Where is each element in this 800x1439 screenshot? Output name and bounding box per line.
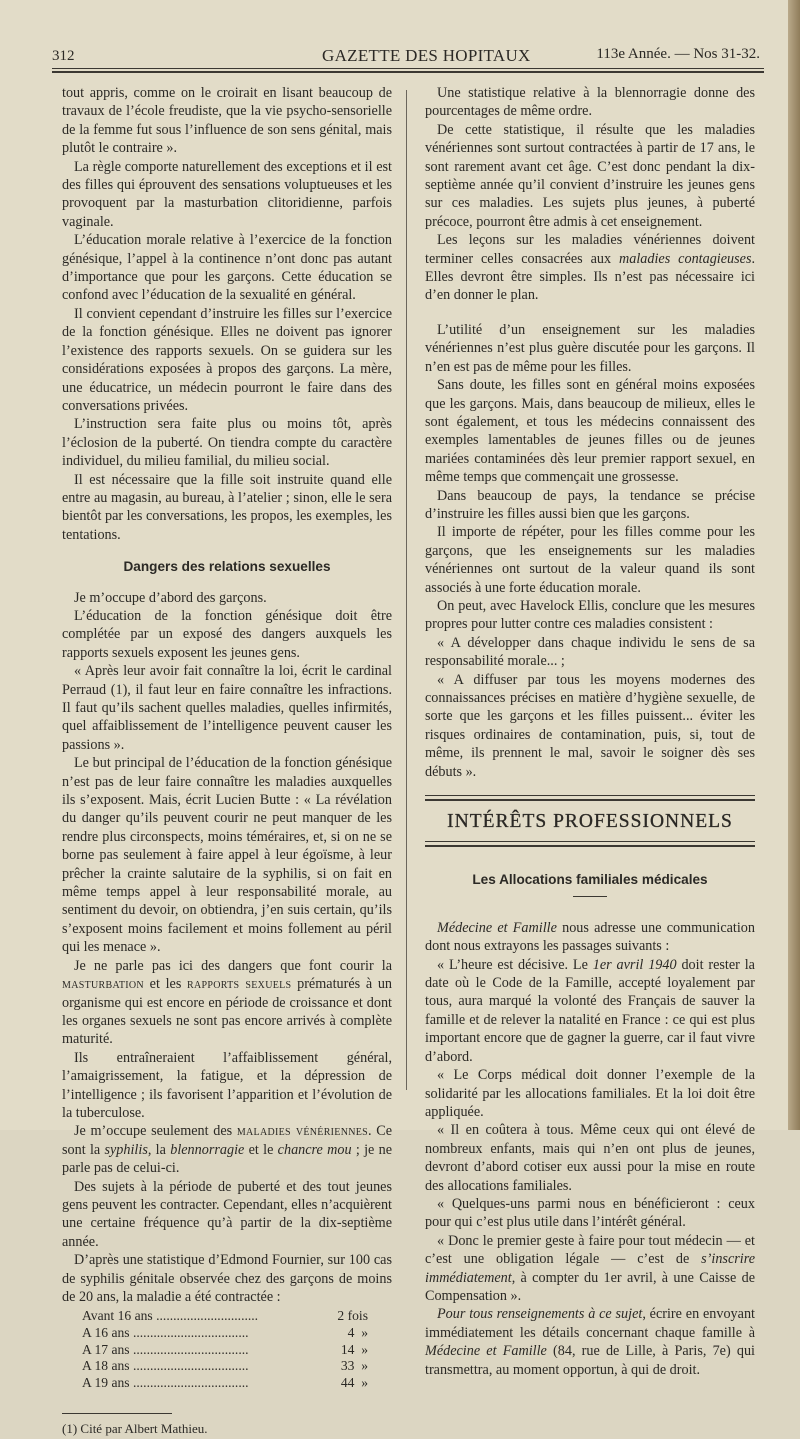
paragraph	[62, 1122, 392, 1177]
stat-value: 2 fois	[337, 1308, 368, 1324]
italic-term: syphilis	[104, 1141, 148, 1158]
header-rule	[52, 68, 764, 69]
paragraph: La règle comporte naturellement des exceptions et il est des filles qui éprouvent des sensations voluptueuses et les provoquent par la masturbation clitoridienne, parfois vaginale.	[62, 158, 392, 230]
section-header	[425, 795, 755, 847]
text-run: Je m’occupe seulement des	[74, 1123, 237, 1140]
paragraph	[425, 1305, 755, 1379]
paragraph: Des sujets à la période de puberté et des tout jeunes gens peuvent les contracter. Cependant, elles n’acquièrent une certaine fréquence qu’à partir de la dix-septième année.	[62, 1178, 392, 1250]
italic-term: Pour tous renseignements à ce sujet	[437, 1306, 643, 1323]
stat-value: 14 »	[340, 1341, 368, 1357]
section-rule	[425, 845, 755, 847]
header-rule-thick	[52, 71, 764, 73]
italic-term: Médecine et Famille	[437, 919, 557, 936]
right-column	[425, 84, 755, 1379]
text-run: doit rester la date où le Code de la Famille, accepté loyalement par tous, aura marqué la volonté des Français de sauver la famille et de relever la natalité en France : ce qui est plus important encore que de gagner la guerre, car il faut vivre d’abord.	[425, 956, 755, 1065]
stat-row	[82, 1375, 368, 1392]
stat-row	[82, 1342, 368, 1359]
paragraph: L’éducation morale relative à l’exercice de la fonction génésique, l’appel à la continence n’ont donc pas autant d’importance que pour les garçons. Cette éducation se confond avec l’éducation de la sexualité en général.	[62, 232, 392, 304]
paragraph: Ils entraîneraient l’affaiblissement général, l’amaigrissement, la fatigue, et la dépression de l’intelligence ; ils favorisent l’apparition et l’évolution de la tuberculose.	[62, 1049, 392, 1121]
page-number: 312	[52, 48, 75, 64]
stat-value: 33 »	[340, 1358, 368, 1374]
paragraph: « A développer dans chaque individu le sens de sa responsabilité morale... ;	[425, 634, 755, 670]
journal-title: GAZETTE DES HOPITAUX	[322, 46, 531, 65]
text-run: , à compter du 1er avril, à une Caisse de Compensation ».	[425, 1269, 755, 1304]
italic-term: 1er avril 1940	[592, 956, 677, 973]
italic-term: Médecine et Famille	[425, 1343, 547, 1360]
stat-value: 4 »	[347, 1325, 368, 1340]
stat-label: A 17 ans ..................................	[82, 1341, 249, 1357]
footnote: (1) Cité par Albert Mathieu.	[62, 1421, 208, 1437]
text-run: . Elles devront être simples. Ils n’est pas nécessaire ici d’en donner le plan.	[425, 250, 756, 304]
paragraph: Le but principal de l’éducation de la fonction génésique n’est pas de leur faire connaître les maladies auxquelles ils s’exposent. Mais, écrit Lucien Butte : « La révélation du danger qu’ils peuvent courir ne peut manquer de les rendre plus circonspects, moins téméraires, et, si on ne se borne pas seulement à faire appel à leur égoïsme, à leur prêcher la crainte salutaire de la syphilis, si on fait en même temps appel à leur responsabilité morale, au sentiment du devoir, on obtiendra, j’en suis certain, qu’ils s’exposent moins facilement et moins follement au péril qui les menace ».	[62, 755, 392, 956]
text-run: nous adresse une communication dont nous extrayons les passages suivants :	[425, 919, 755, 955]
paragraph: D’après une statistique d’Edmond Fournier, sur 100 cas de syphilis génitale observée chez des garçons de moins de 20 ans, la maladie a été contractée :	[62, 1252, 392, 1305]
paragraph: tout appris, comme on le croirait en lisant beaucoup de travaux de l’école freudiste, que la vie psycho-sensorielle de la femme fut sous l’influence de son sens génital, mais plutôt le contraire ».	[62, 85, 392, 157]
text-run: « Donc le premier geste à faire pour tout médecin — et c’est une obligation légale — c’est de	[425, 1232, 755, 1268]
paragraph: « Après leur avoir fait connaître la loi, écrit le cardinal Perraud (1), il faut leur en faire connaître les infractions. Il faut qu’ils sachent quelles maladies, quelles infirmités, quel affaiblissement de l’intelligence peuvent causer les passions ».	[62, 663, 392, 753]
paragraph: L’instruction sera faite plus ou moins tôt, après l’éclosion de la puberté. On tiendra compte du caractère individuel, du milieu familial, du milieu social.	[62, 416, 392, 470]
text-run: . Ce sont la	[62, 1123, 393, 1158]
text-run: et le	[244, 1141, 278, 1158]
stat-row	[82, 1308, 368, 1325]
issue-info: 113e Année. — Nos 31-32.	[596, 46, 760, 62]
italic-term: s’inscrire immédiatement	[425, 1251, 755, 1286]
paragraph: Il est nécessaire que la fille soit instruite quand elle entre au magasin, au bureau, à l’atelier ; sinon, elle le sera bientôt par les conversations, les propos, les exemples, les tentations.	[62, 471, 392, 543]
italic-term: blennorragie	[170, 1141, 245, 1158]
page-edge	[788, 0, 800, 1130]
column-separator	[406, 90, 407, 1090]
text-run: Je ne parle pas ici des dangers que font courir la	[74, 957, 392, 974]
stat-label: A 18 ans ..................................	[82, 1358, 249, 1374]
small-caps-term: maladies vénériennes	[236, 1123, 369, 1140]
paragraph	[425, 1232, 755, 1306]
paragraph: « A diffuser par tous les moyens modernes des connaissances précises en matière d’hygiène sexuelle, de sorte que les garçons et les filles puissent... éviter les risques ordinaires de contamination, puis, si, tout de même, ils prennent le mal, savoir le soigner dès ses débuts ».	[425, 671, 755, 780]
paragraph: « Il en coûtera à tous. Même ceux qui ont élevé de nombreux enfants, mais qui n’en ont plus de jeunes, devront d’abord cotiser eux aussi pour la mise en route des allocations familiales.	[425, 1122, 755, 1194]
small-caps-term: rapports sexuels	[187, 976, 292, 993]
paragraph	[425, 956, 755, 1066]
small-caps-term: masturbation	[62, 976, 144, 993]
italic-term: chancre mou	[277, 1141, 352, 1158]
paragraph: Il importe de répéter, pour les filles comme pour les garçons, que les enseignements sur les maladies vénériennes ont surtout de la valeur quand ils sont associés à une forte éducation morale.	[425, 524, 755, 596]
section-rule	[425, 799, 755, 801]
text-run: , écrire en envoyant immédiatement les détails concernant chaque famille à	[425, 1306, 755, 1341]
text-run: Les leçons sur les maladies vénériennes doivent terminer celles consacrées aux	[425, 232, 755, 267]
left-column	[62, 84, 392, 1439]
stat-row	[82, 1325, 368, 1342]
paragraph: Sans doute, les filles sont en général moins exposées que les garçons. Mais, dans beaucoup de milieux, elles le sont également, et tous les médecins connaissent des exemples lamentables de jeunes filles ou de jeunes mariées contaminées dès leur premier rapport sexuel, en même temps que commençait une grossesse.	[425, 377, 755, 486]
footnote-rule	[62, 1413, 172, 1414]
paragraph: Dans beaucoup de pays, la tendance se précise d’instruire les filles aussi bien que les garçons.	[425, 487, 755, 522]
page-header	[52, 46, 764, 68]
stat-label: A 19 ans ..................................	[82, 1374, 249, 1390]
paragraph: « Le Corps médical doit donner l’exemple de la solidarité par les allocations familiales. Et la loi doit être appliquée.	[425, 1067, 755, 1120]
text-run: « L’heure est décisive. Le	[437, 956, 593, 973]
stat-value: 44 »	[340, 1374, 368, 1390]
italic-term: maladies contagieuses	[619, 250, 752, 267]
text-run: (84, rue de Lille, à Paris, 7e) qui transmettra, au moment opportun, à qui de droit.	[425, 1343, 755, 1378]
paragraph: L’éducation de la fonction génésique doit être complétée par un exposé des dangers auxquels les rapports sexuels exposent les jeunes gens.	[62, 607, 392, 661]
paragraph: Je m’occupe d’abord des garçons.	[74, 589, 267, 606]
subheading: Dangers des relations sexuelles	[123, 559, 331, 575]
text-run: , la	[147, 1141, 171, 1158]
statistics-table	[82, 1308, 392, 1391]
title-dash	[573, 896, 607, 897]
section-rule	[425, 795, 755, 796]
paragraph: Il convient cependant d’instruire les filles sur l’exercice de la fonction génésique. Elles ne doivent pas ignorer l’existence des rapports sexuels. On se guidera sur les considérations exposées à propos des garçons. La mère, une éducatrice, un médecin pourront le faire dans des conversations privées.	[62, 305, 392, 414]
text-run: prématurés à un organisme qui est encore en période de croissance et dont les organes sexuels ne sont pas encore arrivés à complète maturité.	[62, 976, 393, 1048]
stat-row	[82, 1358, 368, 1375]
stat-label: Avant 16 ans ..............................	[82, 1308, 259, 1324]
paragraph: Une statistique relative à la blennorragie donne des pourcentages de même ordre.	[425, 85, 755, 120]
section-rule	[425, 841, 755, 842]
text-run: ; je ne parle pas de celui-ci.	[62, 1141, 393, 1177]
paragraph: De cette statistique, il résulte que les maladies vénériennes sont surtout contractées à partir de 17 ans, le sont rarement avant cet âge. C’est donc pendant la dix-septième année qu’il convient d’instruire les jeunes gens sur ces maladies. Les sujets plus jeunes, à puberté précoce, pourront être admis à cet enseignement.	[425, 121, 755, 230]
text-run: et les	[143, 976, 188, 993]
stat-label: A 16 ans ..................................	[82, 1325, 249, 1340]
paragraph: « Quelques-uns parmi nous en bénéficieront : ceux pour qui c’est plus utile dans l’intérêt général.	[425, 1195, 755, 1231]
section-title: INTÉRÊTS PROFESSIONNELS	[447, 811, 733, 833]
paragraph: L’utilité d’un enseignement sur les maladies vénériennes n’est plus guère discutée pour les garçons. Il n’en est pas de même pour les filles.	[425, 321, 755, 375]
article-title: Les Allocations familiales médicales	[472, 872, 708, 888]
paragraph	[425, 231, 755, 305]
paragraph: On peut, avec Havelock Ellis, conclure que les mesures propres pour lutter contre ces maladies consistent :	[425, 597, 755, 633]
paragraph	[62, 957, 392, 1049]
paragraph	[425, 919, 755, 956]
